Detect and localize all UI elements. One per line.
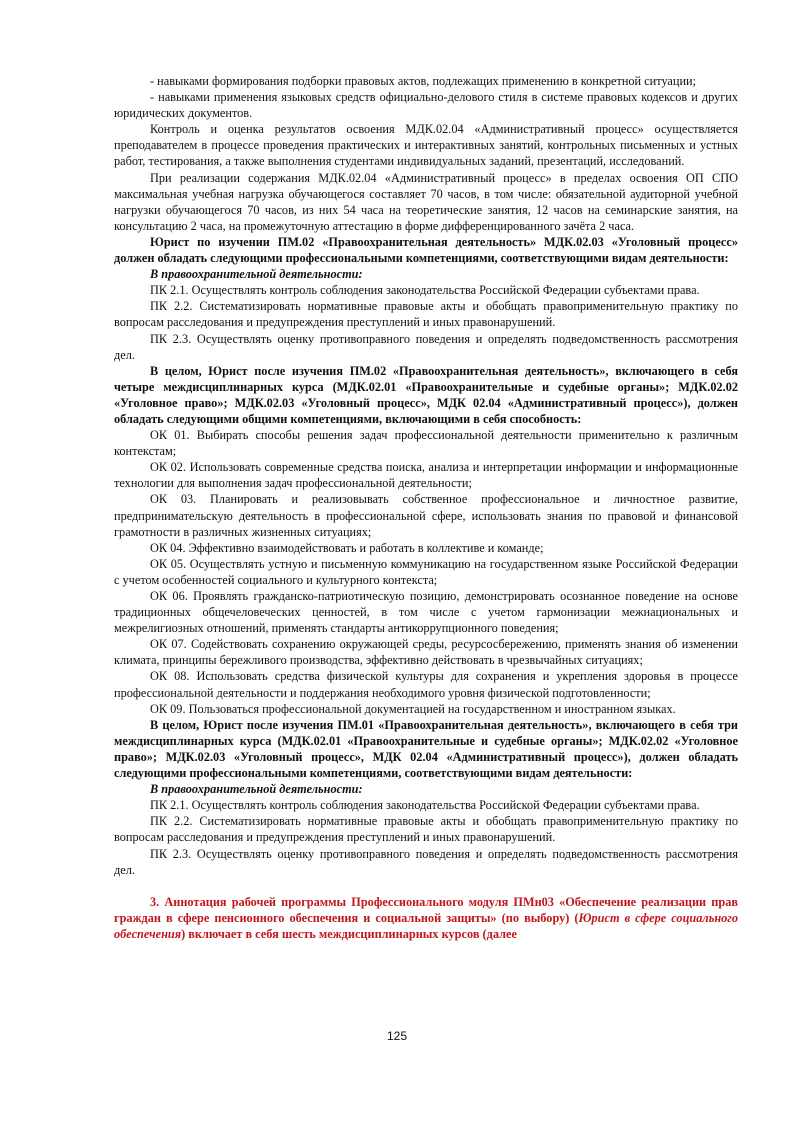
competency-item: ОК 06. Проявлять гражданско-патриотическую позицию, демонстрировать осознанное поведение на основе традиционных общечеловеческих ценностей, в том числе с учетом гармонизации межнациональных и межрелигиозных отношений, применять стандарты антикоррупционного поведения; xyxy=(114,589,738,636)
competency-item: ОК 07. Содействовать сохранению окружающей среды, ресурсосбережению, применять знания об изменении климата, принципы бережливого производства, эффективно действовать в чрезвычайных ситуациях; xyxy=(114,637,738,668)
section-subheading: В правоохранительной деятельности: xyxy=(150,267,363,282)
competency-item: ОК 03. Планировать и реализовывать собственное профессиональное и личностное развитие, предпринимательскую деятельность в профессиональной сфере, использовать знания по правовой и финансовой грамотности в различных жизненных ситуациях; xyxy=(114,492,738,539)
page-number: 125 xyxy=(386,1029,408,1043)
competency-item: ПК 2.1. Осуществлять контроль соблюдения законодательства Российской Федерации субъектами права. xyxy=(150,283,700,298)
paragraph: - навыками формирования подборки правовых актов, подлежащих применению в конкретной ситуации; xyxy=(150,74,697,88)
section-subheading: В правоохранительной деятельности: xyxy=(150,782,363,797)
section-heading: В целом, Юрист после изучения ПМ.02 «Правоохранительная деятельность», включающего в себя четыре междисциплинарных курса (МДК.02.01 «Правоохранительные и судебные органы»; МДК.02.02 «Уголовное право»; МДК.02.03 «Уголовный процесс», МДК 02.04 «Административный процесс»), должен обладать следующими общими компетенциями, включающими в себя способность: xyxy=(114,363,738,426)
competency-item: ПК 2.3. Осуществлять оценку противоправного поведения и определять подведомственность рассмотрения дел. xyxy=(114,846,738,877)
annotation-heading xyxy=(114,894,738,942)
paragraph: При реализации содержания МДК.02.04 «Административный процесс» в пределах освоения ОП СПО максимальная учебная нагрузка обучающегося составляет 70 часов, в том числе: обязательной аудиторной учебной нагрузки обучающегося 70 часов, из них 54 часа на теоретические занятия, 12 часов на семинарские занятия, на консультацию 2 часа, на промежуточную аттестацию в форме дифференцированного зачёта 2 часа. xyxy=(114,170,738,233)
competency-item: ПК 2.2. Систематизировать нормативные правовые акты и обобщать правоприменительную практику по вопросам расследования и предупреждения преступлений и иных правонарушений. xyxy=(114,814,738,845)
competency-item: ПК 2.3. Осуществлять оценку противоправного поведения и определять подведомственность рассмотрения дел. xyxy=(114,331,738,362)
document-page xyxy=(114,73,738,942)
paragraph: Контроль и оценка результатов освоения МДК.02.04 «Административный процесс» осуществляется преподавателем в процессе проведения практических и интерактивных занятий, контрольных письменных и устных работ, тестирования, а также выполнения студентами индивидуальных заданий, презентаций, исследований. xyxy=(114,122,738,169)
competency-item: ОК 09. Пользоваться профессиональной документацией на государственном и иностранном языках. xyxy=(150,701,676,716)
competency-item: ОК 04. Эффективно взаимодействовать и работать в коллективе и команде; xyxy=(150,540,544,555)
spacer xyxy=(114,878,738,894)
competency-item: ПК 2.2. Систематизировать нормативные правовые акты и обобщать правоприменительную практику по вопросам расследования и предупреждения преступлений и иных правонарушений. xyxy=(114,299,738,330)
competency-item: ОК 08. Использовать средства физической культуры для сохранения и укрепления здоровья в процессе профессиональной деятельности и поддержания необходимого уровня физической подготовленности; xyxy=(114,669,738,700)
section-heading: Юрист по изучении ПМ.02 «Правоохранительная деятельность» МДК.02.03 «Уголовный процесс» должен обладать следующими профессиональными компетенциями, соответствующими видам деятельности: xyxy=(114,234,738,266)
competency-item: ОК 05. Осуществлять устную и письменную коммуникацию на государственном языке Российской Федерации с учетом особенностей социального и культурного контекста; xyxy=(114,556,738,587)
paragraph: - навыками применения языковых средств официально-делового стиля в системе правовых кодексов и других юридических документов. xyxy=(114,90,738,121)
annotation-italic-text: Юрист в сфере социального обеспечения xyxy=(114,910,738,941)
competency-item: ОК 02. Использовать современные средства поиска, анализа и интерпретации информации и информационные технологии для выполнения задач профессиональной деятельности; xyxy=(114,460,738,491)
annotation-text: ) включает в себя шесть междисциплинарных курсов (далее xyxy=(181,926,517,941)
section-heading: В целом, Юрист после изучения ПМ.01 «Правоохранительная деятельность», включающего в себя три междисциплинарных курса (МДК.02.01 «Правоохранительные и судебные органы»; МДК.02.02 «Уголовное право»; МДК.02.03 «Уголовный процесс», МДК 02.04 «Административный процесс»), должен обладать следующими профессиональными компетенциями, соответствующими видам деятельности: xyxy=(114,717,738,781)
competency-item: ОК 01. Выбирать способы решения задач профессиональной деятельности применительно к различным контекстам; xyxy=(114,428,738,459)
annotation-text: 3. Аннотация рабочей программы Профессионального модуля ПМн03 «Обеспечение реализации прав граждан в сфере пенсионного обеспечения и социальной защиты» (по выбору) ( xyxy=(114,894,738,925)
competency-item: ПК 2.1. Осуществлять контроль соблюдения законодательства Российской Федерации субъектами права. xyxy=(150,798,700,813)
